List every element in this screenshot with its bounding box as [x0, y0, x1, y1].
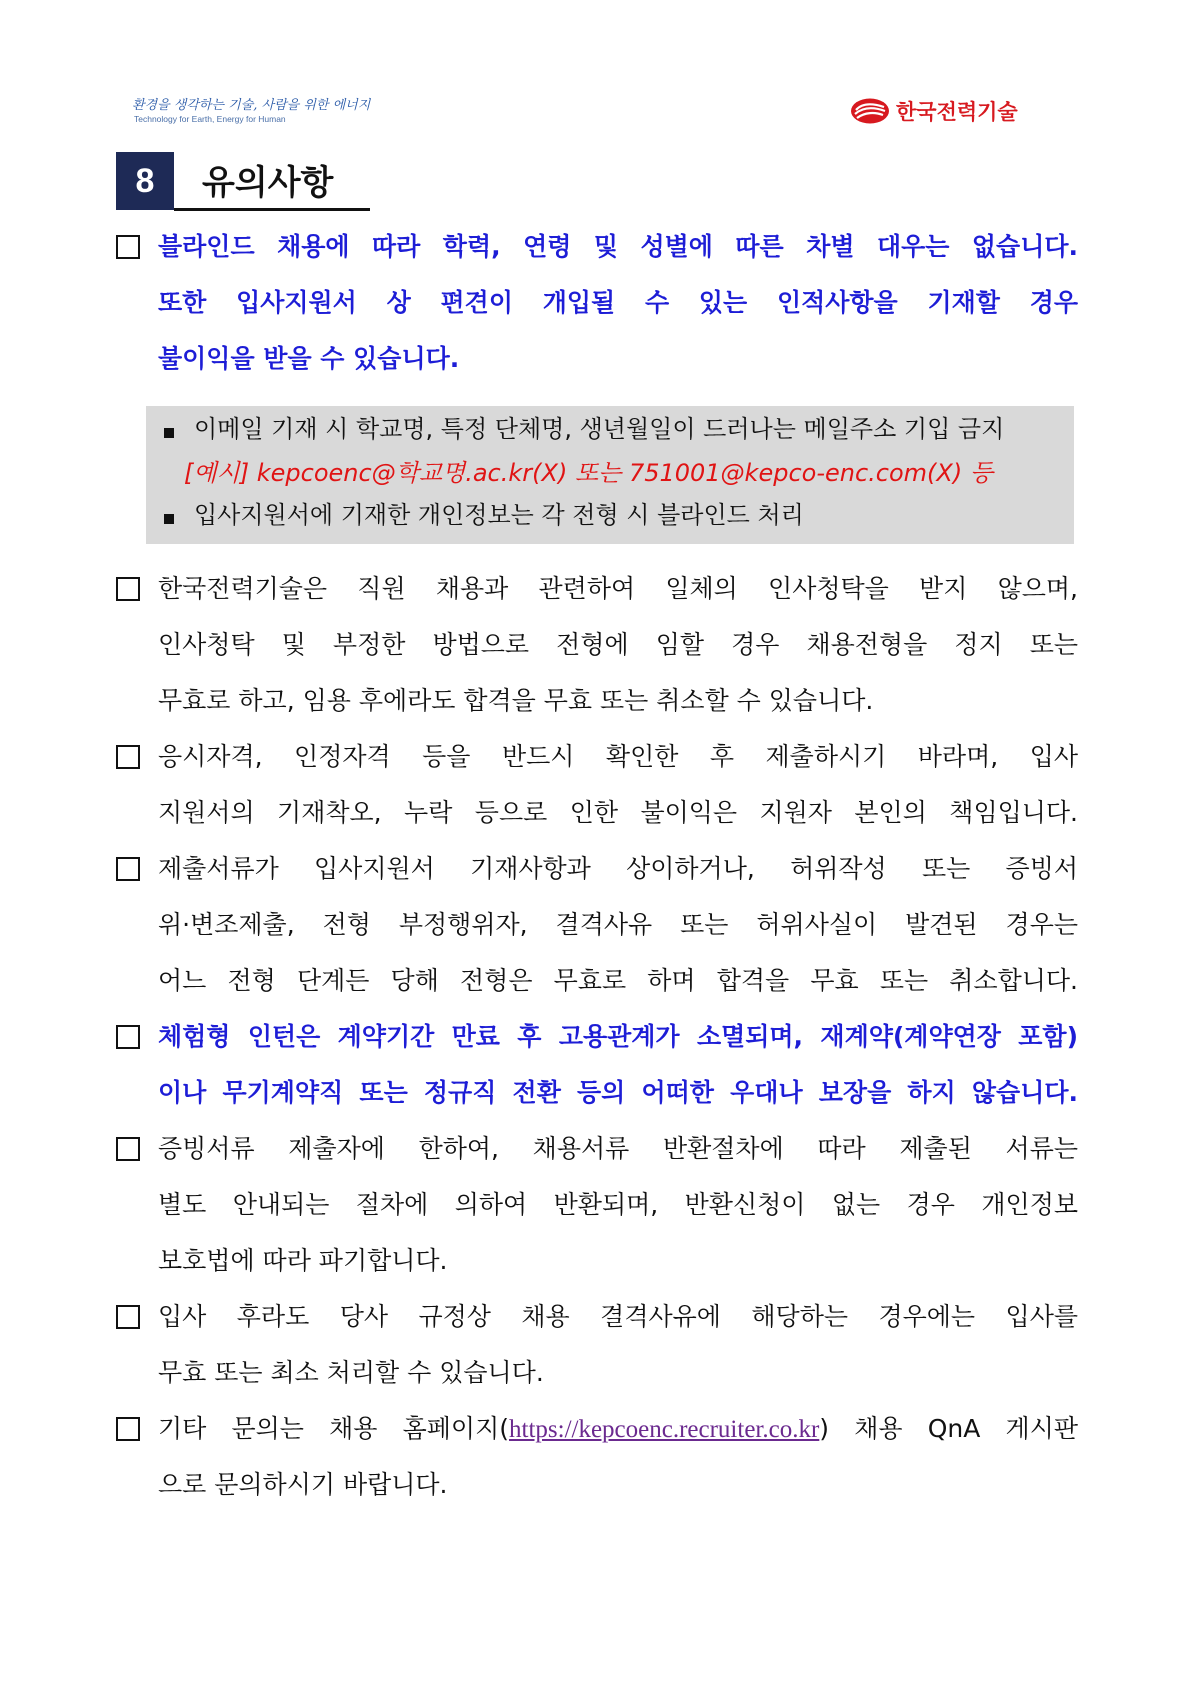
contact-line-2: 으로 문의하시기 바랍니다.	[158, 1470, 448, 1499]
logo-mark-icon	[850, 97, 890, 125]
checkbox-icon	[116, 1025, 140, 1049]
notice-line: 지원서의 기재착오, 누락 등으로 인한 불이익은 지원자 본인의 책임입니다.	[158, 798, 1078, 827]
notice-line: 블라인드 채용에 따라 학력, 연령 및 성별에 따른 차별 대우는 없습니다.	[158, 232, 1078, 261]
notice-line: 제출서류가 입사지원서 기재사항과 상이하거나, 허위작성 또는 증빙서	[158, 854, 1078, 883]
section-number: 8	[116, 152, 174, 210]
checkbox-icon	[116, 577, 140, 601]
panel-bullet-text: 이메일 기재 시 학교명, 특정 단체명, 생년월일이 드러나는 메일주소 기입 금지	[194, 415, 1005, 443]
checkbox-icon	[116, 745, 140, 769]
panel-bullet-text: 입사지원서에 기재한 개인정보는 각 전형 시 블라인드 처리	[194, 501, 804, 529]
email-example: [예시] kepcoenc@학교명.ac.kr(X) 또는 751001@kepco-enc.com(X) 등	[184, 459, 994, 487]
notice-line: 또한 입사지원서 상 편견이 개입될 수 있는 인적사항을 기재할 경우	[158, 288, 1078, 317]
email-notice-panel	[146, 406, 1074, 544]
square-bullet-icon	[164, 514, 174, 524]
notice-line: 어느 전형 단계든 당해 전형은 무효로 하며 합격을 무효 또는 취소합니다.	[158, 966, 1078, 995]
checkbox-icon	[116, 1417, 140, 1441]
contact-text-after: ) 채용 QnA 게시판	[819, 1414, 1079, 1443]
logo-text: 한국전력기술	[896, 100, 1018, 124]
notice-line: 인사청탁 및 부정한 방법으로 전형에 임할 경우 채용전형을 정지 또는	[158, 630, 1078, 659]
checkbox-icon	[116, 857, 140, 881]
checkbox-icon	[116, 235, 140, 259]
section-title-underline	[174, 208, 370, 211]
notice-line: 별도 안내되는 절차에 의하여 반환되며, 반환신청이 없는 경우 개인정보	[158, 1190, 1078, 1219]
notice-line: 불이익을 받을 수 있습니다.	[158, 344, 460, 373]
notice-line: 체험형 인턴은 계약기간 만료 후 고용관계가 소멸되며, 재계약(계약연장 포함)	[158, 1022, 1078, 1051]
slogan-english: Technology for Earth, Energy for Human	[134, 114, 286, 124]
square-bullet-icon	[164, 428, 174, 438]
notice-line: 증빙서류 제출자에 한하여, 채용서류 반환절차에 따라 제출된 서류는	[158, 1134, 1078, 1163]
notice-line: 무효 또는 최소 처리할 수 있습니다.	[158, 1358, 544, 1387]
company-logo	[850, 96, 1018, 126]
notice-line: 무효로 하고, 임용 후에라도 합격을 무효 또는 취소할 수 있습니다.	[158, 686, 874, 715]
recruit-homepage-link[interactable]: https://kepcoenc.recruiter.co.kr	[509, 1416, 820, 1443]
notice-line: 이나 무기계약직 또는 정규직 전환 등의 어떠한 우대나 보장을 하지 않습니다.	[158, 1078, 1078, 1107]
notice-line: 한국전력기술은 직원 채용과 관련하여 일체의 인사청탁을 받지 않으며,	[158, 574, 1078, 603]
section-title: 유의사항	[202, 163, 334, 203]
contact-line	[158, 1413, 1078, 1446]
notice-line: 위·변조제출, 전형 부정행위자, 결격사유 또는 허위사실이 발견된 경우는	[158, 910, 1078, 939]
checkbox-icon	[116, 1137, 140, 1161]
contact-text-before: 기타 문의는 채용 홈페이지(	[158, 1414, 509, 1443]
slogan-korean: 환경을 생각하는 기술, 사람을 위한 에너지	[132, 98, 371, 113]
notice-line: 입사 후라도 당사 규정상 채용 결격사유에 해당하는 경우에는 입사를	[158, 1302, 1078, 1331]
checkbox-icon	[116, 1305, 140, 1329]
notice-line: 보호법에 따라 파기합니다.	[158, 1246, 448, 1275]
notice-line: 응시자격, 인정자격 등을 반드시 확인한 후 제출하시기 바라며, 입사	[158, 742, 1078, 771]
